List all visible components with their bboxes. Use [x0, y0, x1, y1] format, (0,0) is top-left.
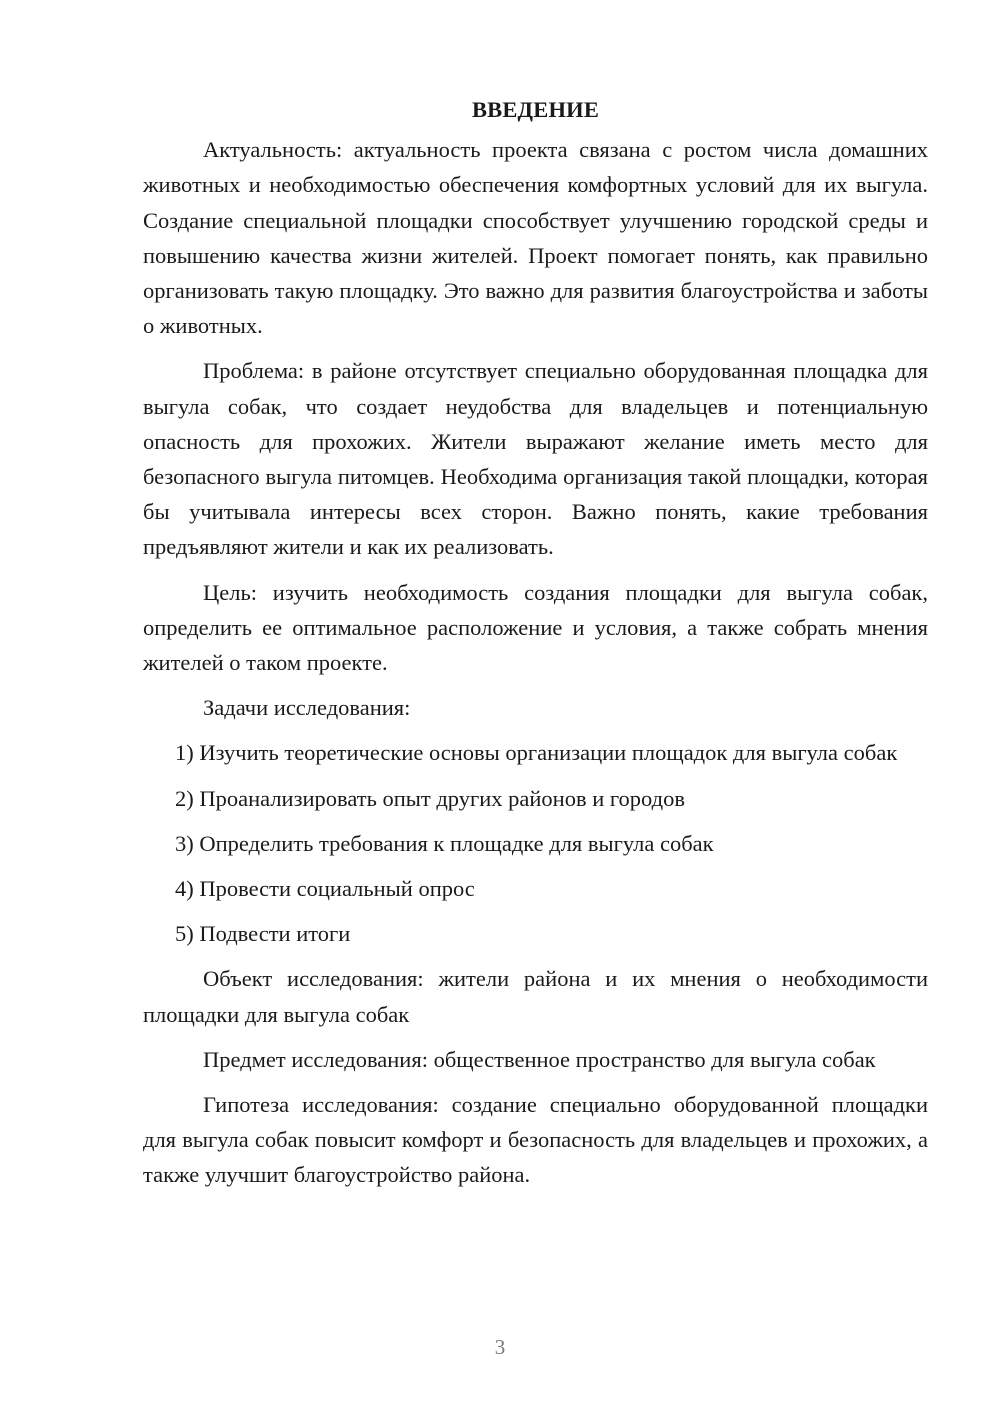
paragraph-subject: Предмет исследования: общественное пространство для выгула собак [203, 1046, 876, 1072]
paragraph-relevance: Актуальность: актуальность проекта связана с ростом числа домашних животных и необходимостью обеспечения комфортных условий для их выгула. Создание специальной площадки способствует улучшению городской среды и повышению качества жизни жителей. Проект помогает понять, как правильно организовать такую площадку. Это важно для развития благоустройства и заботы о животных. [143, 137, 928, 339]
task-item-3: 3) Определить требования к площадке для выгула собак [175, 830, 714, 856]
page-number: 3 [494, 1335, 506, 1359]
paragraph-tasks-heading: Задачи исследования: [203, 695, 411, 721]
task-item-5: 5) Подвести итоги [175, 921, 351, 947]
task-item-2: 2) Проанализировать опыт других районов и городов [175, 785, 685, 811]
paragraph-hypothesis: Гипотеза исследования: создание специально оборудованной площадки для выгула собак повысит комфорт и безопасность для владельцев и прохожих, а также улучшит благоустройство района. [143, 1092, 928, 1188]
paragraph-goal: Цель: изучить необходимость создания площадки для выгула собак, определить ее оптимальное расположение и условия, а также собрать мнения жителей о таком проекте. [143, 579, 928, 676]
task-item-4: 4) Провести социальный опрос [175, 876, 475, 902]
section-title: ВВЕДЕНИЕ [471, 97, 600, 122]
paragraph-object: Объект исследования: жители района и их мнения о необходимости площадки для выгула собак [143, 966, 928, 1027]
paragraph-problem: Проблема: в районе отсутствует специально оборудованная площадка для выгула собак, что создает неудобства для владельцев и потенциальную опасность для прохожих. Жители выражают желание иметь место для безопасного выгула питомцев. Необходима организация такой площадки, которая бы учитывала интересы всех сторон. Важно понять, какие требования предъявляют жители и как их реализовать. [143, 358, 928, 560]
task-item-1: 1) Изучить теоретические основы организации площадок для выгула собак [175, 740, 898, 766]
